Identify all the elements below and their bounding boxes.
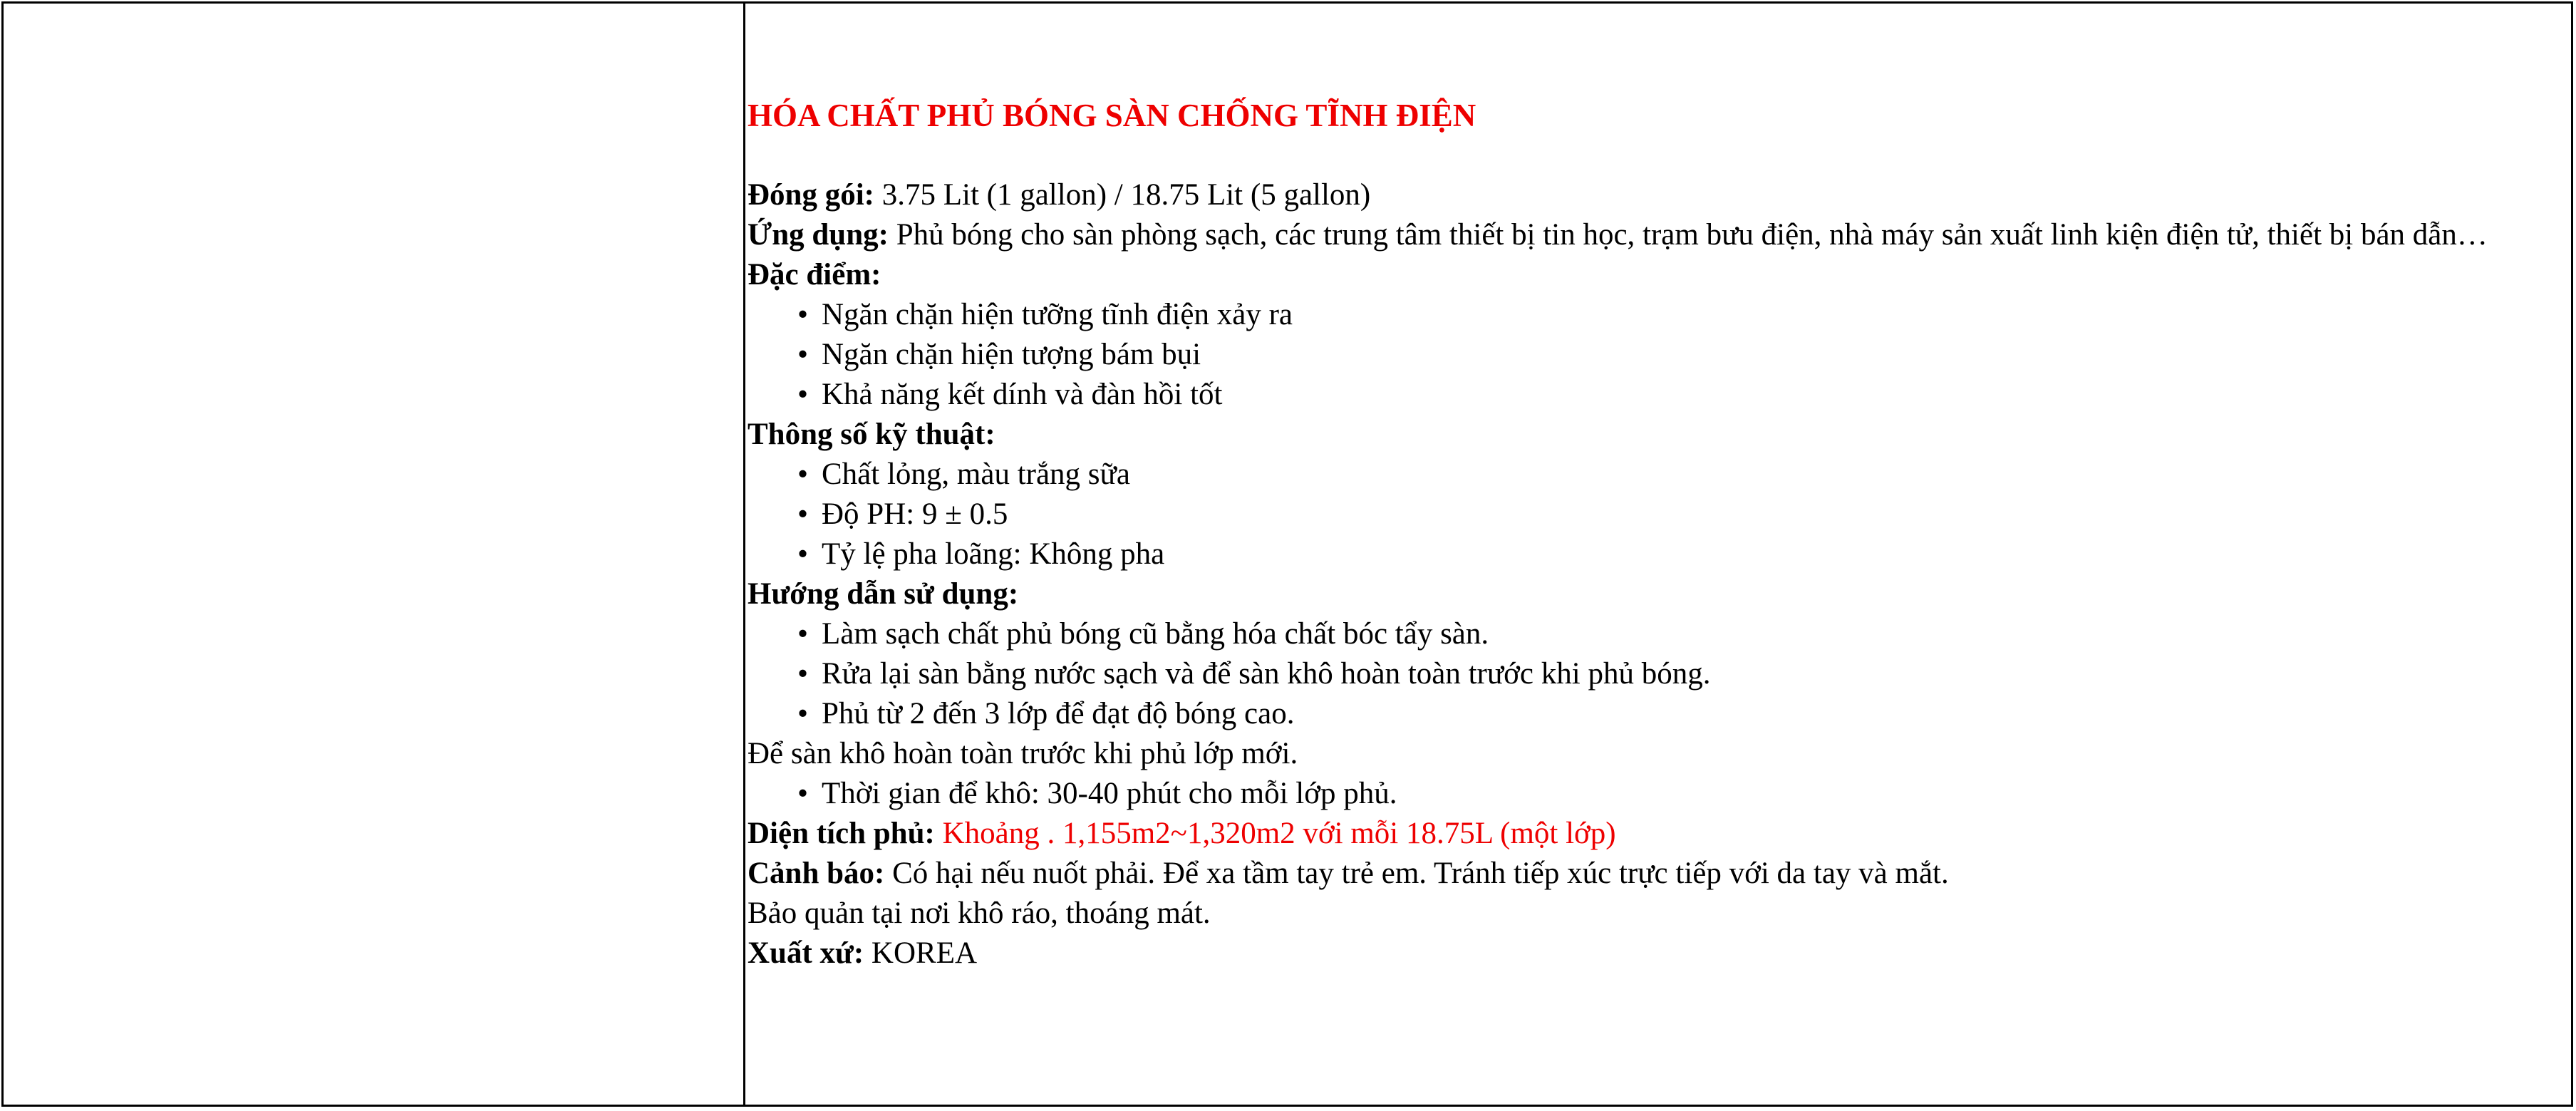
usage-heading	[748, 574, 2557, 614]
list-item	[748, 375, 2557, 415]
specs-label: Thông số kỹ thuật:	[748, 418, 995, 451]
application-value: Phủ bóng cho sàn phòng sạch, các trung tâm thiết bị tin học, trạm bưu điện, nhà máy sản xuất linh kiện điện tử, thiết bị bán dẫn…	[888, 218, 2488, 252]
list-item	[748, 654, 2557, 694]
bullet-icon: •	[797, 777, 809, 810]
usage-item: Làm sạch chất phủ bóng cũ bằng hóa chất bóc tẩy sàn.	[822, 617, 1489, 651]
usage-item: Rửa lại sàn bằng nước sạch và để sàn khô hoàn toàn trước khi phủ bóng.	[822, 657, 1711, 691]
warning-label: Cảnh báo:	[748, 857, 885, 890]
list-item	[748, 335, 2557, 375]
coverage-label: Diện tích phủ:	[748, 817, 935, 850]
spec-item: Độ PH: 9 ± 0.5	[822, 497, 1008, 531]
usage-item: Phủ từ 2 đến 3 lớp để đạt độ bóng cao.	[822, 697, 1295, 730]
dry-time-item: Thời gian để khô: 30-40 phút cho mỗi lớp phủ.	[822, 777, 1397, 810]
feature-item: Ngăn chặn hiện tưỡng tĩnh điện xảy ra	[822, 298, 1293, 331]
bullet-icon: •	[797, 657, 809, 691]
packaging-value: 3.75 Lit (1 gallon) / 18.75 Lit (5 gallon)	[874, 178, 1371, 212]
bullet-icon: •	[797, 497, 809, 531]
bullet-icon: •	[797, 378, 809, 411]
list-item	[748, 694, 2557, 734]
packaging-line	[748, 175, 2557, 215]
product-description-cell	[748, 95, 2557, 973]
bullet-icon: •	[797, 697, 809, 730]
bullet-icon: •	[797, 338, 809, 371]
features-label: Đặc điểm:	[748, 258, 881, 291]
spec-item: Tỷ lệ pha loãng: Không pha	[822, 537, 1165, 571]
empty-image-cell	[4, 4, 743, 1105]
list-item	[748, 774, 2557, 814]
warning-line	[748, 854, 2557, 894]
origin-line	[748, 934, 2557, 973]
bullet-icon: •	[797, 458, 809, 491]
product-title: HÓA CHẤT PHỦ BÓNG SÀN CHỐNG TĨNH ĐIỆN	[748, 98, 1476, 133]
coverage-value: Khoảng . 1,155m2~1,320m2 với mỗi 18.75L (một lớp)	[934, 817, 1616, 850]
list-item	[748, 495, 2557, 534]
warning-value: Có hại nếu nuốt phải. Để xa tầm tay trẻ em. Tránh tiếp xúc trực tiếp với da tay và mắt.	[884, 857, 1949, 890]
bullet-icon: •	[797, 617, 809, 651]
list-item	[748, 295, 2557, 335]
column-divider	[743, 4, 745, 1105]
list-item	[748, 534, 2557, 574]
features-heading	[748, 255, 2557, 295]
packaging-label: Đóng gói:	[748, 178, 874, 212]
origin-value: KOREA	[864, 936, 978, 970]
coverage-line	[748, 814, 2557, 854]
blank-line	[748, 135, 2557, 175]
usage-label: Hướng dẫn sử dụng:	[748, 577, 1019, 611]
usage-note: Để sàn khô hoàn toàn trước khi phủ lớp mới.	[748, 737, 1298, 770]
feature-item: Khả năng kết dính và đàn hồi tốt	[822, 378, 1223, 411]
specs-heading	[748, 415, 2557, 455]
application-line	[748, 215, 2557, 255]
bullet-icon: •	[797, 537, 809, 571]
list-item	[748, 614, 2557, 654]
bullet-icon: •	[797, 298, 809, 331]
storage-line: Bảo quản tại nơi khô ráo, thoáng mát.	[748, 896, 1211, 930]
spec-item: Chất lỏng, màu trắng sữa	[822, 458, 1130, 491]
origin-label: Xuất xứ:	[748, 936, 864, 970]
list-item	[748, 455, 2557, 495]
feature-item: Ngăn chặn hiện tượng bám bụi	[822, 338, 1201, 371]
application-label: Ứng dụng:	[748, 218, 889, 252]
